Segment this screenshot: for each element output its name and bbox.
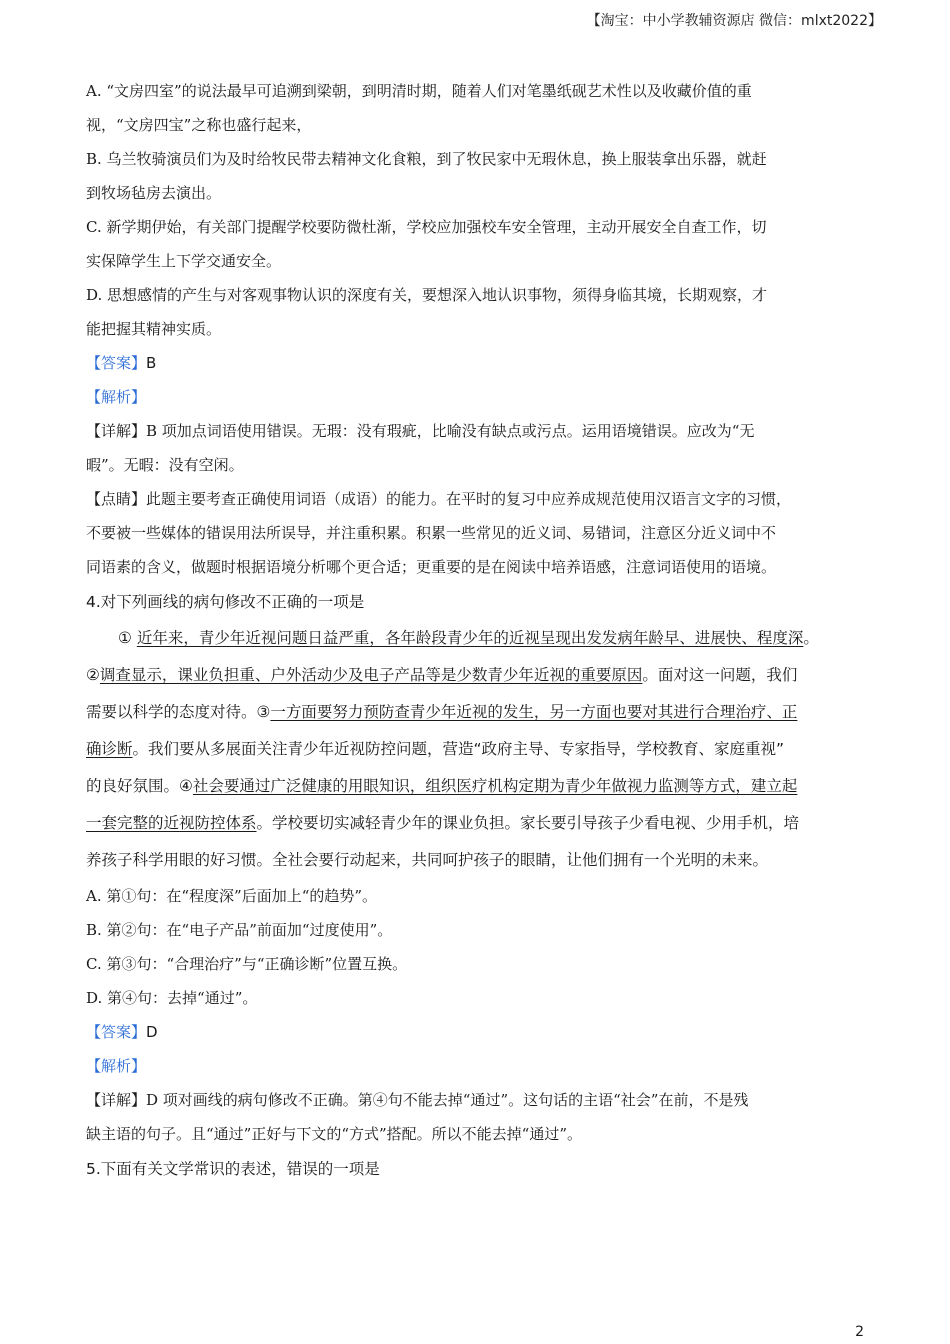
q4-passage-line4: 确诊断。我们要从多展面关注青少年近视防控问题，营造“政府主导、专家指导，学校教育、家庭重视” bbox=[86, 740, 785, 758]
q4-passage-line7: 养孩子科学用眼的好习惯。全社会要行动起来，共同呵护孩子的眼睛，让他们拥有一个光明的未来。 bbox=[86, 851, 769, 869]
q4-passage-line1: ① 近年来，青少年近视问题日益严重，各年龄段青少年的近视呈现出发发病年龄早、进展快、程度深。 bbox=[118, 629, 819, 647]
q3-option-b-line2: 到牧场毡房去演出。 bbox=[86, 184, 222, 202]
q4-detail-line2: 缺主语的句子。且“通过”正好与下文的“方式”搭配。所以不能去掉“通过”。 bbox=[86, 1125, 583, 1143]
q3-option-d-line1: D. 思想感情的产生与对客观事物认识的深度有关，要想深入地认识事物，须得身临其境，长期观察，才 bbox=[86, 286, 768, 304]
page-number: 2 bbox=[855, 1324, 864, 1340]
q3-point-line2: 不要被一些媒体的错误用法所误导，并注重积累。积累一些常见的近义词、易错词，注意区分近义词中不 bbox=[86, 524, 777, 542]
q3-answer bbox=[86, 346, 876, 380]
q4-passage-line3: 需要以科学的态度对待。③一方面要努力预防查青少年近视的发生，另一方面也要对其进行合理治疗、正 bbox=[86, 703, 798, 721]
q3-option-b-line1: B. 乌兰牧骑演员们为及时给牧民带去精神文化食粮，到了牧民家中无瑕休息，换上服装拿出乐器，就赶 bbox=[86, 150, 767, 168]
q3-option-a-line2: 视，“文房四宝”之称也盛行起来， bbox=[86, 116, 312, 134]
q4-title: 4.对下列画线的病句修改不正确的一项是 bbox=[86, 593, 365, 611]
q4-option-b: B. 第②句：在“电子产品”前面加“过度使用”。 bbox=[86, 921, 393, 939]
underlined-sentence-2: 调查显示，课业负担重、户外活动少及电子产品等是少数青少年近视的重要原因 bbox=[99, 666, 643, 684]
q4-passage-line2: ②调查显示，课业负担重、户外活动少及电子产品等是少数青少年近视的重要原因。面对这一问题，我们 bbox=[86, 666, 798, 684]
page-header: 【淘宝：中小学教辅资源店 微信：mlxt2022】 bbox=[586, 13, 882, 29]
q3-point-line1: 【点睛】此题主要考查正确使用词语（成语）的能力。在平时的复习中应养成规范使用汉语言文字的习惯， bbox=[86, 490, 792, 508]
q3-option-d-line2: 能把握其精神实质。 bbox=[86, 320, 222, 338]
q3-detail-line2: 暇”。无暇：没有空闲。 bbox=[86, 456, 244, 474]
underlined-sentence-3b: 确诊断 bbox=[86, 740, 133, 758]
underlined-sentence-4b: 一套完整的近视防控体系 bbox=[86, 814, 257, 832]
q4-analysis-tag: 【解析】 bbox=[86, 1057, 147, 1075]
q3-option-c-line1: C. 新学期伊始，有关部门提醒学校要防微杜渐，学校应加强校车安全管理，主动开展安全自查工作，切 bbox=[86, 218, 767, 236]
q3-option-c-line2: 实保障学生上下学交通安全。 bbox=[86, 252, 282, 270]
underlined-sentence-3a: 一方面要努力预防查青少年近视的发生，另一方面也要对其进行合理治疗、正 bbox=[270, 703, 798, 721]
q5-title: 5.下面有关文学常识的表述，错误的一项是 bbox=[86, 1160, 380, 1178]
answer-value: D bbox=[146, 1023, 158, 1041]
q4-option-c: C. 第③句：“合理治疗”与“正确诊断”位置互换。 bbox=[86, 955, 408, 973]
q4-answer bbox=[86, 1015, 876, 1049]
q3-detail-line1: 【详解】B 项加点词语使用错误。无瑕：没有瑕疵，比喻没有缺点或污点。运用语境错误。应改为“无 bbox=[86, 422, 755, 440]
underlined-sentence-4a: 社会要通过广泛健康的用眼知识，组织医疗机构定期为青少年做视力监测等方式，建立起 bbox=[192, 777, 798, 795]
q3-analysis-tag: 【解析】 bbox=[86, 388, 147, 406]
answer-tag: 【答案】 bbox=[86, 1023, 147, 1041]
answer-tag: 【答案】 bbox=[86, 354, 147, 372]
q4-option-a: A. 第①句：在“程度深”后面加上“的趋势”。 bbox=[86, 887, 378, 905]
document-body bbox=[86, 74, 876, 1187]
q4-detail-line1: 【详解】D 项对画线的病句修改不正确。第④句不能去掉“通过”。这句话的主语“社会”在前，不是残 bbox=[86, 1091, 749, 1109]
q3-point-line3: 同语素的含义，做题时根据语境分析哪个更合适；更重要的是在阅读中培养语感，注意词语使用的语境。 bbox=[86, 558, 777, 576]
answer-value: B bbox=[146, 354, 157, 372]
q3-option-a-line1: A. “文房四室”的说法最早可追溯到梁朝，到明清时期，随着人们对笔墨纸砚艺术性以及收藏价值的重 bbox=[86, 82, 752, 100]
q4-passage-line5: 的良好氛围。④社会要通过广泛健康的用眼知识，组织医疗机构定期为青少年做视力监测等方式，建立起 bbox=[86, 777, 798, 795]
q4-option-d: D. 第④句：去掉“通过”。 bbox=[86, 989, 258, 1007]
underlined-sentence-1: 近年来，青少年近视问题日益严重，各年龄段青少年的近视呈现出发发病年龄早、进展快、程度深 bbox=[136, 629, 804, 647]
q4-passage-line6: 一套完整的近视防控体系。学校要切实减轻青少年的课业负担。家长要引导孩子少看电视、少用手机，培 bbox=[86, 814, 800, 832]
